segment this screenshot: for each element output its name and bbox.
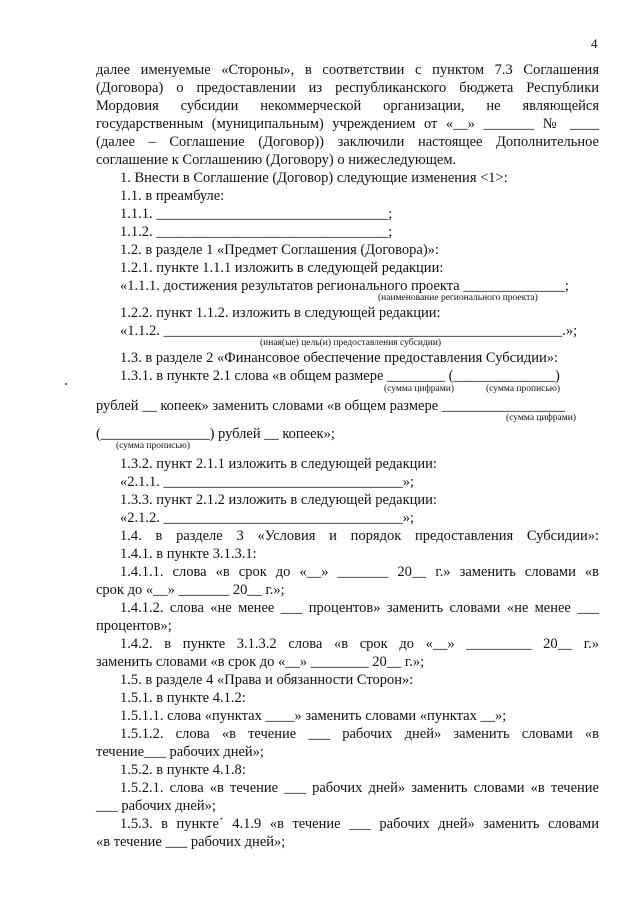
text-line: 1.5.1. в пункте 4.1.2:: [120, 690, 246, 706]
field-caption: (наименование регионального проекта): [378, 293, 538, 303]
text-line: 1.2.2. пункт 1.1.2. изложить в следующей редакции:: [120, 305, 441, 321]
text-line: 1. Внести в Соглашение (Договор) следующие изменения <1>:: [120, 170, 508, 186]
text-line: «1.1.2. _______________________________________________________.»;: [120, 323, 578, 339]
field-caption: (сумма прописью): [116, 441, 190, 451]
field-caption: (сумма цифрами): [506, 413, 576, 423]
text-line: 1.1. в преамбуле:: [120, 188, 225, 204]
text-line: (Договора) о предоставлении из республиканского бюджета Республики: [96, 80, 599, 96]
text-line: 1.4. в разделе 3 «Условия и порядок предоставления Субсидии»:: [120, 528, 599, 544]
text-line: 1.4.1.1. слова «в срок до «__» _______ 20__ г.» заменить словами «в: [120, 564, 599, 580]
text-line: ___ рабочих дней»;: [96, 798, 216, 814]
text-line: «2.1.1. _________________________________»;: [120, 474, 415, 490]
page-number: 4: [591, 36, 598, 51]
field-caption: (сумма цифрами): [384, 384, 454, 394]
text-line: (далее – Соглашение (Договор)) заключили настоящее Дополнительное: [96, 134, 599, 150]
text-line: Мордовия субсидии некоммерческой организации, не являющейся: [96, 98, 599, 114]
text-line: 1.3. в разделе 2 «Финансовое обеспечение предоставления Субсидии»:: [120, 350, 559, 366]
text-line: 1.3.1. в пункте 2.1 слова «в общем размере ________ (______________): [120, 368, 560, 384]
text-line: 1.4.2. в пункте 3.1.3.2 слова «в срок до «__» _________ 20__ г.»: [120, 636, 599, 652]
text-line: 1.1.1. ________________________________;: [120, 206, 393, 222]
field-caption: (иная(ые) цель(и) предоставления субсидии): [260, 338, 442, 348]
text-line: 1.5.3. в пункте´ 4.1.9 «в течение ___ рабочих дней» заменить словами: [120, 816, 599, 832]
text-line: 1.2. в разделе 1 «Предмет Соглашения (Договора)»:: [120, 242, 439, 258]
text-line: течение___ рабочих дней»;: [96, 744, 264, 760]
text-line: «в течение ___ рабочих дней»;: [96, 834, 286, 850]
text-line: 1.5.1.2. слова «в течение ___ рабочих дней» заменить словами «в: [120, 726, 599, 742]
text-line: соглашение к Соглашению (Договору) о нижеследующем.: [96, 152, 457, 168]
text-line: 1.3.2. пункт 2.1.1 изложить в следующей редакции:: [120, 456, 437, 472]
text-line: 1.5.2.1. слова «в течение ___ рабочих дней» заменить словами «в течение: [120, 780, 599, 796]
text-line: 1.4.1. в пункте 3.1.3.1:: [120, 546, 257, 562]
text-line: «2.1.2. _________________________________»;: [120, 510, 415, 526]
text-line: 1.3.3. пункт 2.1.2 изложить в следующей редакции:: [120, 492, 437, 508]
text-line: процентов»;: [96, 618, 172, 634]
text-line: 1.2.1. пункте 1.1.1 изложить в следующей редакции:: [120, 260, 444, 276]
text-line: государственным (муниципальным) учреждением от «__» _______ № ____: [96, 116, 599, 132]
text-line: 1.5.2. в пункте 4.1.8:: [120, 762, 246, 778]
text-line: заменить словами «в срок до «__» ________ 20__ г.»;: [96, 654, 425, 670]
text-line: 1.5. в разделе 4 «Права и обязанности Сторон»:: [120, 672, 414, 688]
text-line: срок до «__» _______ 20__ г.»;: [96, 582, 285, 598]
text-line: 1.5.1.1. слова «пунктах ____» заменить словами «пунктах __»;: [120, 708, 507, 724]
text-line: 1.4.1.2. слова «не менее ___ процентов» заменить словами «не менее ___: [120, 600, 599, 616]
field-caption: (сумма прописью): [486, 384, 560, 394]
text-line: рублей __ копеек» заменить словами «в общем размере _________________: [96, 398, 565, 414]
text-line: 1.1.2. ________________________________;: [120, 224, 393, 240]
scan-dot: [65, 383, 67, 385]
text-line: (_______________) рублей __ копеек»;: [96, 426, 335, 442]
text-line: «1.1.1. достижения результатов регионального проекта ______________;: [120, 278, 569, 294]
text-line: далее именуемые «Стороны», в соответствии с пунктом 7.3 Соглашения: [96, 62, 599, 78]
